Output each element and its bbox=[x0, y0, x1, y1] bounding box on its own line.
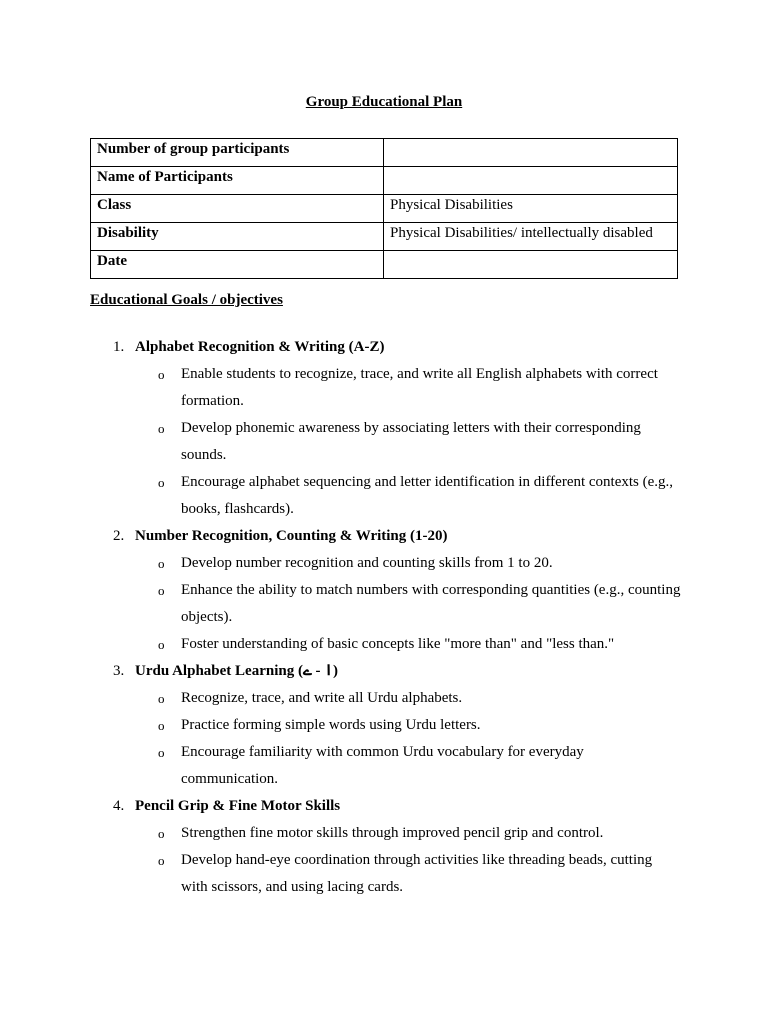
goal-title: Alphabet Recognition & Writing (A-Z) bbox=[135, 339, 385, 355]
bullet-marker-icon: o bbox=[158, 556, 165, 571]
info-value-cell: Physical Disabilities bbox=[384, 195, 678, 223]
goal-heading bbox=[0, 793, 768, 820]
list-item bbox=[0, 469, 681, 523]
list-item bbox=[0, 712, 681, 739]
info-label-cell: Number of group participants bbox=[91, 139, 384, 167]
list-item bbox=[0, 847, 681, 901]
list-item-text: Strengthen fine motor skills through improved pencil grip and control. bbox=[181, 825, 604, 841]
list-item bbox=[0, 550, 681, 577]
list-item bbox=[0, 739, 681, 793]
info-table-row bbox=[91, 139, 678, 167]
list-item bbox=[0, 361, 681, 415]
goals-heading: Educational Goals / objectives bbox=[90, 292, 283, 308]
goal-number: 1. bbox=[113, 339, 125, 355]
list-item-text: Develop number recognition and counting skills from 1 to 20. bbox=[181, 555, 553, 571]
bullet-marker-icon: o bbox=[158, 745, 165, 760]
goal-title: Pencil Grip & Fine Motor Skills bbox=[135, 798, 341, 814]
participant-info-table bbox=[90, 138, 678, 279]
list-item bbox=[0, 577, 681, 631]
list-item-text: Develop phonemic awareness by associating letters with their corresponding sounds. bbox=[181, 420, 641, 463]
goal-number: 2. bbox=[113, 528, 125, 544]
goal-title: Number Recognition, Counting & Writing (1-20) bbox=[135, 528, 448, 544]
info-table-row bbox=[91, 251, 678, 279]
goal-number: 4. bbox=[113, 798, 125, 814]
bullet-marker-icon: o bbox=[158, 421, 165, 436]
info-label-cell: Name of Participants bbox=[91, 167, 384, 195]
list-item-text: Foster understanding of basic concepts like "more than" and "less than." bbox=[181, 636, 615, 652]
list-item bbox=[0, 685, 681, 712]
info-value-cell bbox=[384, 139, 678, 167]
info-label-cell: Disability bbox=[91, 223, 384, 251]
bullet-marker-icon: o bbox=[158, 718, 165, 733]
list-item-text: Enable students to recognize, trace, and write all English alphabets with correct formation. bbox=[181, 366, 658, 409]
list-item-text: Recognize, trace, and write all Urdu alphabets. bbox=[181, 690, 463, 706]
list-item-text: Practice forming simple words using Urdu letters. bbox=[181, 717, 481, 733]
goal-heading bbox=[0, 523, 768, 550]
goal-number: 3. bbox=[113, 663, 125, 679]
goal-title: Urdu Alphabet Learning (ا - ے) bbox=[135, 663, 339, 679]
info-value-cell bbox=[384, 167, 678, 195]
list-item-text: Develop hand-eye coordination through activities like threading beads, cutting with scissors, and using lacing cards. bbox=[181, 852, 653, 895]
bullet-marker-icon: o bbox=[158, 475, 165, 490]
info-value-cell bbox=[384, 251, 678, 279]
info-value-cell: Physical Disabilities/ intellectually disabled bbox=[384, 223, 678, 251]
list-item-text: Encourage alphabet sequencing and letter identification in different contexts (e.g., books, flashcards). bbox=[181, 474, 674, 517]
list-item bbox=[0, 415, 681, 469]
list-item bbox=[0, 631, 681, 658]
info-table-row bbox=[91, 223, 678, 251]
bullet-marker-icon: o bbox=[158, 583, 165, 598]
bullet-marker-icon: o bbox=[158, 691, 165, 706]
goal-heading bbox=[0, 334, 768, 361]
goal-heading bbox=[0, 658, 768, 685]
info-label-cell: Date bbox=[91, 251, 384, 279]
list-item bbox=[0, 820, 681, 847]
goals-list bbox=[0, 334, 768, 901]
page-title: Group Educational Plan bbox=[305, 94, 463, 110]
info-table-row bbox=[91, 195, 678, 223]
list-item-text: Encourage familiarity with common Urdu vocabulary for everyday communication. bbox=[181, 744, 584, 787]
info-table-row bbox=[91, 167, 678, 195]
bullet-marker-icon: o bbox=[158, 826, 165, 841]
bullet-marker-icon: o bbox=[158, 367, 165, 382]
list-item-text: Enhance the ability to match numbers with corresponding quantities (e.g., counting objects). bbox=[181, 582, 681, 625]
bullet-marker-icon: o bbox=[158, 637, 165, 652]
bullet-marker-icon: o bbox=[158, 853, 165, 868]
info-label-cell: Class bbox=[91, 195, 384, 223]
